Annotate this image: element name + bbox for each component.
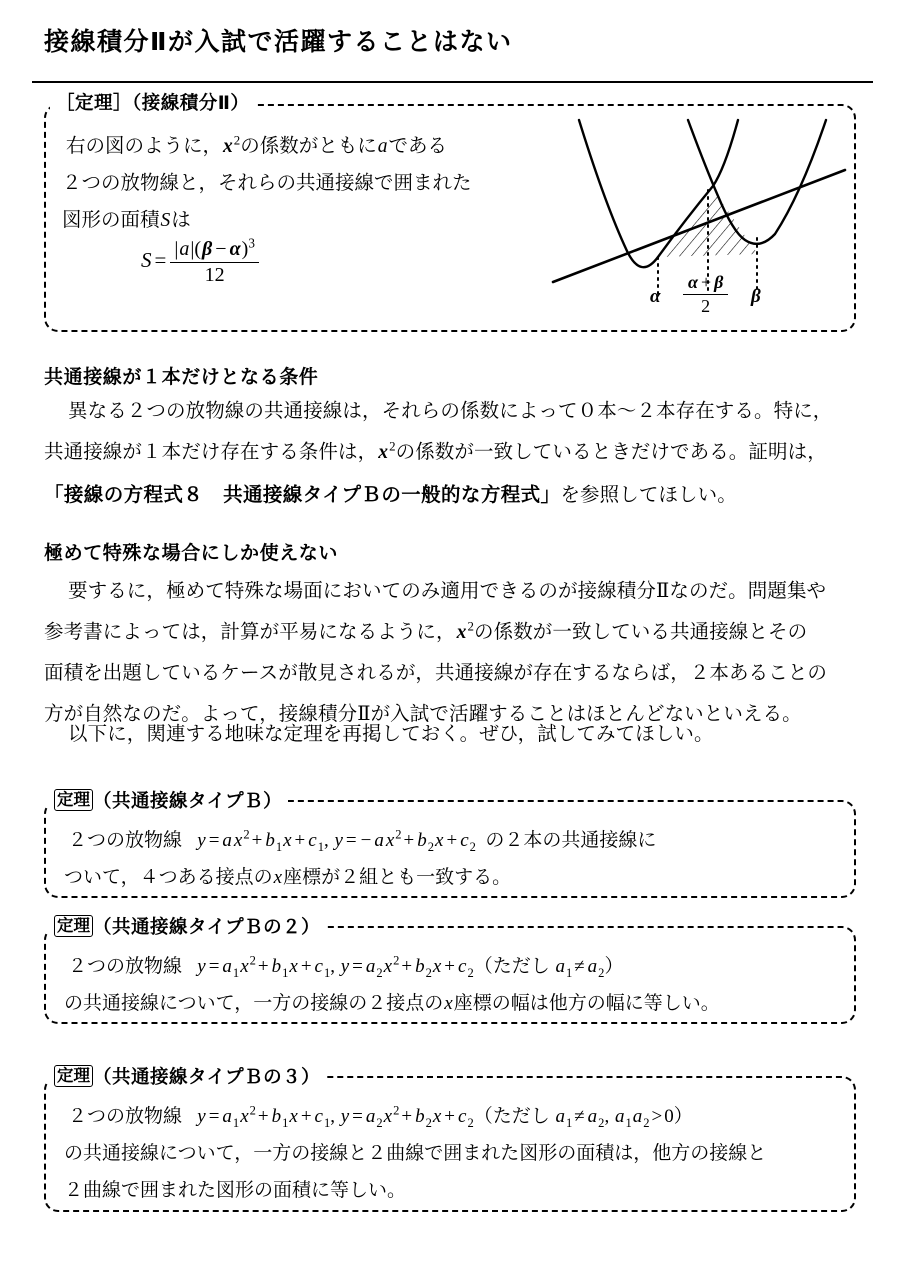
exponent-2: 2 — [393, 1103, 400, 1118]
label-alpha: α — [688, 272, 698, 292]
plus-sign: + — [251, 830, 263, 851]
theorem-main-line3 — [62, 202, 191, 239]
diagram-svg — [545, 108, 865, 298]
equals-sign: = — [208, 1106, 220, 1127]
formula-denominator: 12 — [204, 264, 225, 286]
theorem-b1-header — [48, 789, 288, 813]
theorem-main-header-label: ［定理］（接線積分Ⅱ） — [56, 93, 250, 114]
plus-sign: + — [403, 830, 415, 851]
formula-numerator — [170, 235, 259, 263]
subscript-1: 1 — [323, 1115, 331, 1130]
subscript-1: 1 — [282, 965, 289, 980]
var-c: c — [460, 830, 469, 851]
var-a: a — [555, 956, 565, 977]
plus-sign: + — [446, 830, 458, 851]
subscript-2: 2 — [376, 965, 383, 980]
theorem-tag: 定理 — [54, 1065, 93, 1087]
var-y: y — [340, 956, 350, 977]
paren-close: ) — [241, 238, 249, 260]
var-x: x — [456, 622, 467, 643]
equals-sign: = — [345, 830, 357, 851]
theorem-b3-header — [48, 1065, 326, 1089]
var-a: a — [179, 238, 190, 260]
theorem-b1-line1 — [68, 822, 656, 859]
theorem-b3-line1-pre: ２つの放物線 — [68, 1106, 183, 1127]
var-b: b — [265, 830, 275, 851]
var-S: S — [160, 210, 171, 231]
section2-line2-text-b: の係数が一致している共通接線とその — [474, 622, 808, 643]
theorem-b1-header-label: （共通接線タイプＢ） — [93, 791, 283, 812]
formula-lhs-S: S — [141, 248, 152, 273]
subscript-1: 1 — [323, 965, 331, 980]
var-x: x — [289, 1106, 298, 1127]
subscript-2: 2 — [425, 1115, 432, 1130]
exponent-2: 2 — [389, 439, 396, 454]
section1-paragraph-line-3 — [44, 483, 737, 508]
plus-sign: + — [294, 830, 306, 851]
subscript-2: 2 — [598, 965, 605, 980]
var-b: b — [271, 956, 282, 977]
var-beta: β — [202, 238, 213, 260]
theorem-main-line3-text-a: 図形の面積 — [62, 210, 160, 231]
var-b: b — [415, 1106, 425, 1127]
var-x: x — [223, 136, 233, 157]
title-divider — [32, 81, 873, 83]
var-a: a — [365, 956, 376, 977]
var-x: x — [283, 830, 292, 851]
common-tangent-line — [553, 170, 845, 282]
equals-sign: = — [352, 956, 363, 977]
comma: , — [330, 1106, 335, 1127]
zero-value: 0 — [664, 1106, 674, 1127]
section2-paragraph-line-1 — [44, 580, 826, 604]
var-b: b — [271, 1106, 282, 1127]
var-a: a — [374, 830, 384, 851]
var-y: y — [340, 1106, 350, 1127]
var-c: c — [458, 1106, 467, 1127]
subscript-2: 2 — [469, 839, 476, 854]
exponent-2: 2 — [249, 1103, 256, 1118]
var-a: a — [587, 956, 598, 977]
var-y: y — [197, 956, 206, 977]
theorem-b2-header — [48, 915, 326, 939]
var-c: c — [314, 1106, 323, 1127]
theorem-b1-line2-text-a: ついて，４つある接点の — [64, 867, 273, 888]
abs-open: | — [174, 238, 179, 260]
section1-line2-text-b: の係数が一致しているときだけである。証明は， — [395, 442, 827, 463]
theorem-b2-line1-pre: ２つの放物線 — [68, 956, 183, 977]
plus-sign: + — [257, 956, 269, 977]
theorem-b2-header-label: （共通接線タイプＢの２） — [93, 917, 321, 938]
section2-line1-text: 要するに，極めて特殊な場面においてのみ適用できるのが接線積分Ⅱなのだ。問題集や — [68, 581, 827, 602]
greater-than-sign: > — [651, 1106, 663, 1127]
theorem-main-line1 — [66, 128, 447, 165]
var-x: x — [240, 956, 249, 977]
exponent-2: 2 — [243, 827, 250, 842]
exponent-2: 2 — [249, 953, 256, 968]
condition-open: （ただし — [473, 956, 550, 977]
equals-sign: = — [208, 830, 220, 851]
exponent-2: 2 — [467, 619, 474, 634]
shaded-area-region — [645, 168, 775, 268]
subscript-1: 1 — [625, 1115, 632, 1130]
subscript-2: 2 — [427, 839, 435, 854]
comma: , — [330, 956, 335, 977]
var-a: a — [365, 1106, 376, 1127]
section1-paragraph-line-2 — [44, 441, 827, 465]
formula-fraction — [170, 235, 259, 287]
var-a: a — [222, 1106, 232, 1127]
theorem-b3-condition — [473, 1106, 693, 1130]
var-b: b — [415, 956, 425, 977]
plus-sign: + — [401, 1106, 413, 1127]
diagram-label-midpoint — [681, 272, 730, 317]
var-x: x — [432, 1106, 442, 1127]
plus-sign: + — [700, 272, 712, 292]
var-x: x — [383, 956, 393, 977]
condition-close: ） — [604, 956, 624, 977]
condition-open: （ただし — [473, 1106, 550, 1127]
theorem-tag: 定理 — [54, 789, 93, 811]
subscript-1: 1 — [282, 1115, 289, 1130]
var-c: c — [314, 956, 323, 977]
label-beta-text: β — [751, 286, 761, 307]
theorem-main-line1-text-b: の係数がともに — [240, 136, 377, 157]
page-title: 接線積分Ⅱが入試で活躍することはない — [44, 27, 513, 56]
area-formula — [140, 235, 261, 287]
subscript-2: 2 — [425, 965, 432, 980]
section-heading-1: 共通接線が１本だけとなる条件 — [44, 366, 319, 388]
section2-paragraph-line-4: 方が自然なのだ。よって，接線積分Ⅱが入試で活躍することはほとんどないといえる。 — [44, 704, 802, 725]
plus-sign: + — [401, 956, 413, 977]
subscript-1: 1 — [275, 839, 283, 854]
comma: , — [323, 830, 329, 851]
section2-line5-text: 以下に，関連する地味な定理を再掲しておく。ぜひ，試してみてほしい。 — [68, 724, 714, 745]
exponent-2: 2 — [233, 133, 241, 148]
section-heading-2: 極めて特殊な場合にしか使えない — [44, 542, 339, 564]
subscript-2: 2 — [643, 1115, 650, 1130]
exponent-2: 2 — [395, 827, 402, 842]
var-y: y — [334, 830, 343, 851]
var-b: b — [417, 830, 427, 851]
theorem-b1-line2-text-b: 座標が２組とも一致する。 — [283, 867, 512, 888]
theorem-b3-header-label: （共通接線タイプＢの３） — [93, 1067, 321, 1088]
var-a: a — [555, 1106, 565, 1127]
theorem-b3-line3-text: ２曲線で囲まれた図形の面積に等しい。 — [64, 1180, 407, 1201]
theorem-main-line1-text-c: である — [388, 136, 447, 157]
theorem-main-line1-text-a: 右の図のように， — [66, 136, 223, 157]
subscript-1: 1 — [232, 1115, 240, 1130]
var-alpha: α — [229, 238, 241, 260]
subscript-2: 2 — [376, 1115, 383, 1130]
var-x: x — [378, 442, 389, 463]
exponent-2: 2 — [393, 953, 400, 968]
plus-sign: + — [444, 1106, 455, 1127]
theorem-b2-line2-text-a: の共通接線について，一方の接線の２接点の — [64, 993, 444, 1014]
var-x: x — [383, 1106, 393, 1127]
diagram-label-alpha — [649, 286, 662, 308]
equals-sign: = — [208, 956, 220, 977]
var-x: x — [240, 1106, 249, 1127]
var-x: x — [233, 830, 243, 851]
not-equal-sign: ≠ — [574, 956, 585, 977]
var-c: c — [458, 956, 467, 977]
section1-line3-rest: を参照してほしい。 — [560, 485, 737, 506]
diagram-label-beta — [750, 286, 762, 308]
section1-line2-text-a: 共通接線が１本だけ存在する条件は， — [44, 442, 378, 463]
label-alpha-text: α — [650, 286, 661, 307]
not-equal-sign: ≠ — [574, 1106, 585, 1127]
var-y: y — [197, 1106, 206, 1127]
var-a: a — [614, 1106, 625, 1127]
abs-close: | — [190, 238, 195, 260]
theorem-b3-line1 — [68, 1098, 693, 1135]
theorem-b3-line2: の共通接線について，一方の接線と２曲線で囲まれた図形の面積は，他方の接線と — [64, 1143, 767, 1164]
theorem-main-line2-text: ２つの放物線と，それらの共通接線で囲まれた — [62, 173, 472, 194]
comma: , — [604, 1106, 610, 1127]
theorem-main-line3-text-b: は — [171, 210, 191, 231]
midpoint-denominator: 2 — [701, 296, 711, 316]
parabola-tangent-diagram — [545, 108, 865, 316]
subscript-1: 1 — [565, 965, 573, 980]
section2-paragraph-line-3: 面積を出題しているケースが散見されるが，共通接線が存在するならば，２本あることの — [44, 663, 828, 684]
theorem-b2-line1 — [68, 948, 623, 985]
var-a: a — [222, 830, 232, 851]
var-x: x — [432, 956, 442, 977]
var-a: a — [587, 1106, 598, 1127]
paren-open: ( — [194, 238, 202, 260]
label-beta: β — [714, 272, 724, 292]
formula-equals: = — [154, 248, 167, 273]
condition-close: ） — [673, 1106, 693, 1127]
var-a: a — [222, 956, 232, 977]
theorem-tag: 定理 — [54, 915, 93, 937]
var-y: y — [197, 830, 206, 851]
equals-sign: = — [352, 1106, 363, 1127]
minus-sign: − — [215, 238, 227, 260]
theorem-b1-line1-post: の２本の共通接線に — [485, 830, 657, 851]
plus-sign: + — [300, 1106, 312, 1127]
var-a: a — [377, 136, 388, 157]
section1-line1-text: 異なる２つの放物線の共通接線は，それらの係数によって０本〜２本存在する。特に， — [68, 401, 833, 422]
subscript-2: 2 — [598, 1115, 605, 1130]
plus-sign: + — [444, 956, 455, 977]
section2-paragraph-line-2 — [44, 621, 807, 645]
exponent-3: 3 — [248, 235, 255, 251]
subscript-1: 1 — [317, 839, 324, 854]
theorem-b1-line1-pre: ２つの放物線 — [68, 830, 183, 851]
var-x: x — [435, 830, 444, 851]
var-x: x — [385, 830, 395, 851]
theorem-b2-line2 — [64, 985, 720, 1022]
plus-sign: + — [300, 956, 312, 977]
subscript-1: 1 — [565, 1115, 573, 1130]
subscript-1: 1 — [232, 965, 240, 980]
var-x: x — [273, 867, 283, 888]
plus-sign: + — [257, 1106, 269, 1127]
section2-paragraph-line-5 — [44, 723, 714, 747]
section2-line2-text-a: 参考書によっては，計算が平易になるように， — [44, 622, 456, 643]
midpoint-numerator — [683, 272, 728, 295]
theorem-main-header — [50, 93, 255, 115]
theorem-b1-line2 — [64, 859, 511, 896]
var-x: x — [444, 993, 453, 1014]
subscript-2: 2 — [467, 965, 474, 980]
reference-title-bold: 「接線の方程式８ 共通接線タイプＢの一般的な方程式」 — [44, 483, 561, 506]
var-a: a — [632, 1106, 643, 1127]
midpoint-fraction — [683, 272, 728, 317]
theorem-b2-line2-text-b: 座標の幅は他方の幅に等しい。 — [453, 993, 720, 1014]
theorem-b3-line3 — [64, 1172, 406, 1209]
theorem-b2-condition — [473, 956, 624, 980]
minus-sign: − — [360, 830, 372, 851]
section1-paragraph-line-1 — [44, 400, 832, 424]
var-c: c — [308, 830, 317, 851]
subscript-2: 2 — [467, 1115, 474, 1130]
theorem-main-line2 — [62, 165, 472, 202]
var-x: x — [289, 956, 298, 977]
